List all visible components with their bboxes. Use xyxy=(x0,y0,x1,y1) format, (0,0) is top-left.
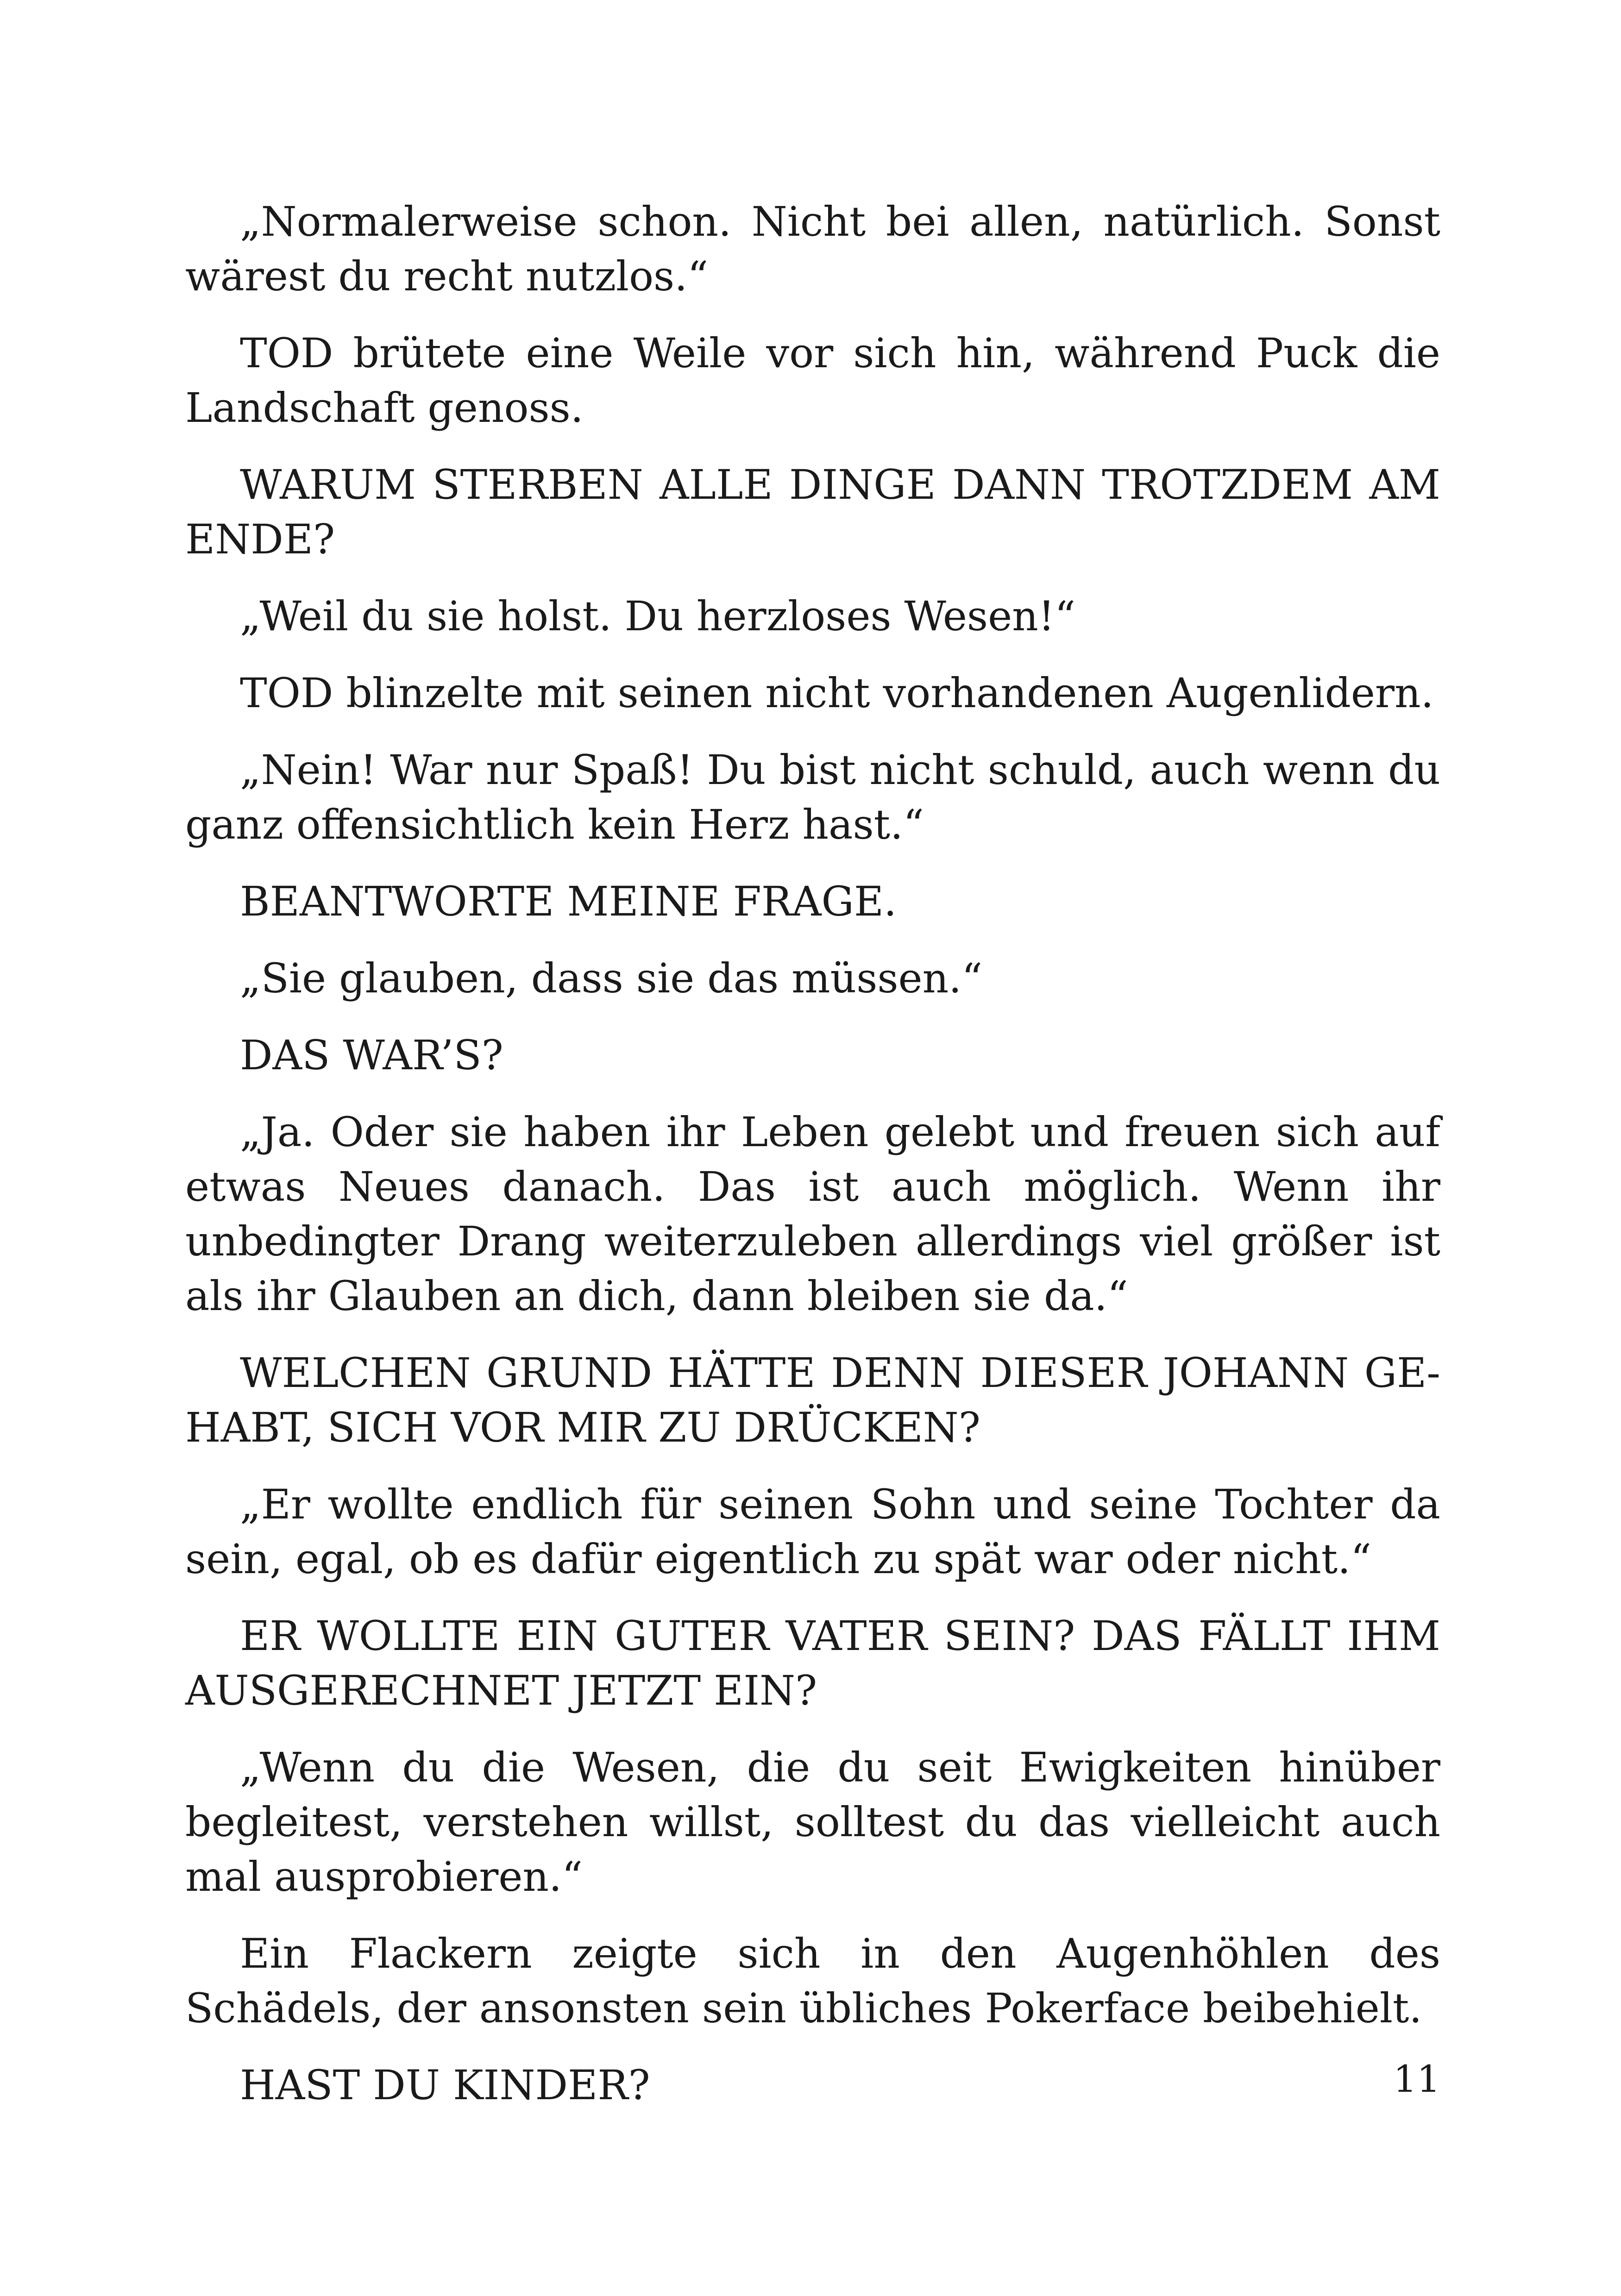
paragraph-3: WARUM STERBEN ALLE DINGE DANN TROTZDEM AM ENDE? xyxy=(185,461,1440,563)
page-number: 11 xyxy=(1393,2058,1440,2101)
paragraph-11: WELCHEN GRUND HÄTTE DENN DIESER JOHANN GEHABT, SICH VOR MIR ZU DRÜCKEN? xyxy=(185,1349,1440,1451)
paragraph-2: TOD brütete eine Weile vor sich hin, während Puck die Landschaft genoss. xyxy=(185,329,1440,432)
paragraph-7: BEANTWORTE MEINE FRAGE. xyxy=(240,878,897,925)
paragraph-4: „Weil du sie holst. Du herzloses Wesen!“ xyxy=(240,592,1076,640)
paragraph-8: „Sie glauben, dass sie das müssen.“ xyxy=(240,954,983,1002)
paragraph-15: Ein Flackern zeigte sich in den Augenhöhlen des Schädels, der ansonsten sein übliches Pokerface beibehielt. xyxy=(185,1930,1440,2032)
paragraph-13: ER WOLLTE EIN GUTER VATER SEIN? DAS FÄLLT IHM AUSGERECHNET JETZT EIN? xyxy=(185,1612,1440,1714)
paragraph-12: „Er wollte endlich für seinen Sohn und seine Tochter da sein, egal, ob es dafür eigentlich zu spät war oder nicht.“ xyxy=(185,1480,1440,1583)
paragraph-14: „Wenn du die Wesen, die du seit Ewigkeiten hinüber begleitest, verstehen willst, solltest du das vielleicht auch mal ausprobieren.“ xyxy=(185,1744,1440,1901)
paragraph-9: DAS WAR’S? xyxy=(240,1031,503,1079)
paragraph-10: „Ja. Oder sie haben ihr Leben gelebt und freuen sich auf etwas Neues danach. Das ist auch möglich. Wenn ihr unbedingter Drang weiterzuleben allerdings viel größer ist als ihr Glauben an dich, dann bleiben sie da.“ xyxy=(185,1108,1440,1320)
paragraph-1: „Normalerweise schon. Nicht bei allen, natürlich. Sonst wärest du recht nutzlos.“ xyxy=(185,198,1440,300)
paragraph-5: TOD blinzelte mit seinen nicht vorhandenen Augenlidern. xyxy=(240,669,1434,717)
body-text xyxy=(185,194,1440,2135)
paragraph-16: HAST DU KINDER? xyxy=(240,2061,650,2109)
paragraph-6: „Nein! War nur Spaß! Du bist nicht schuld, auch wenn du ganz offensichtlich kein Herz hast.“ xyxy=(185,746,1440,848)
